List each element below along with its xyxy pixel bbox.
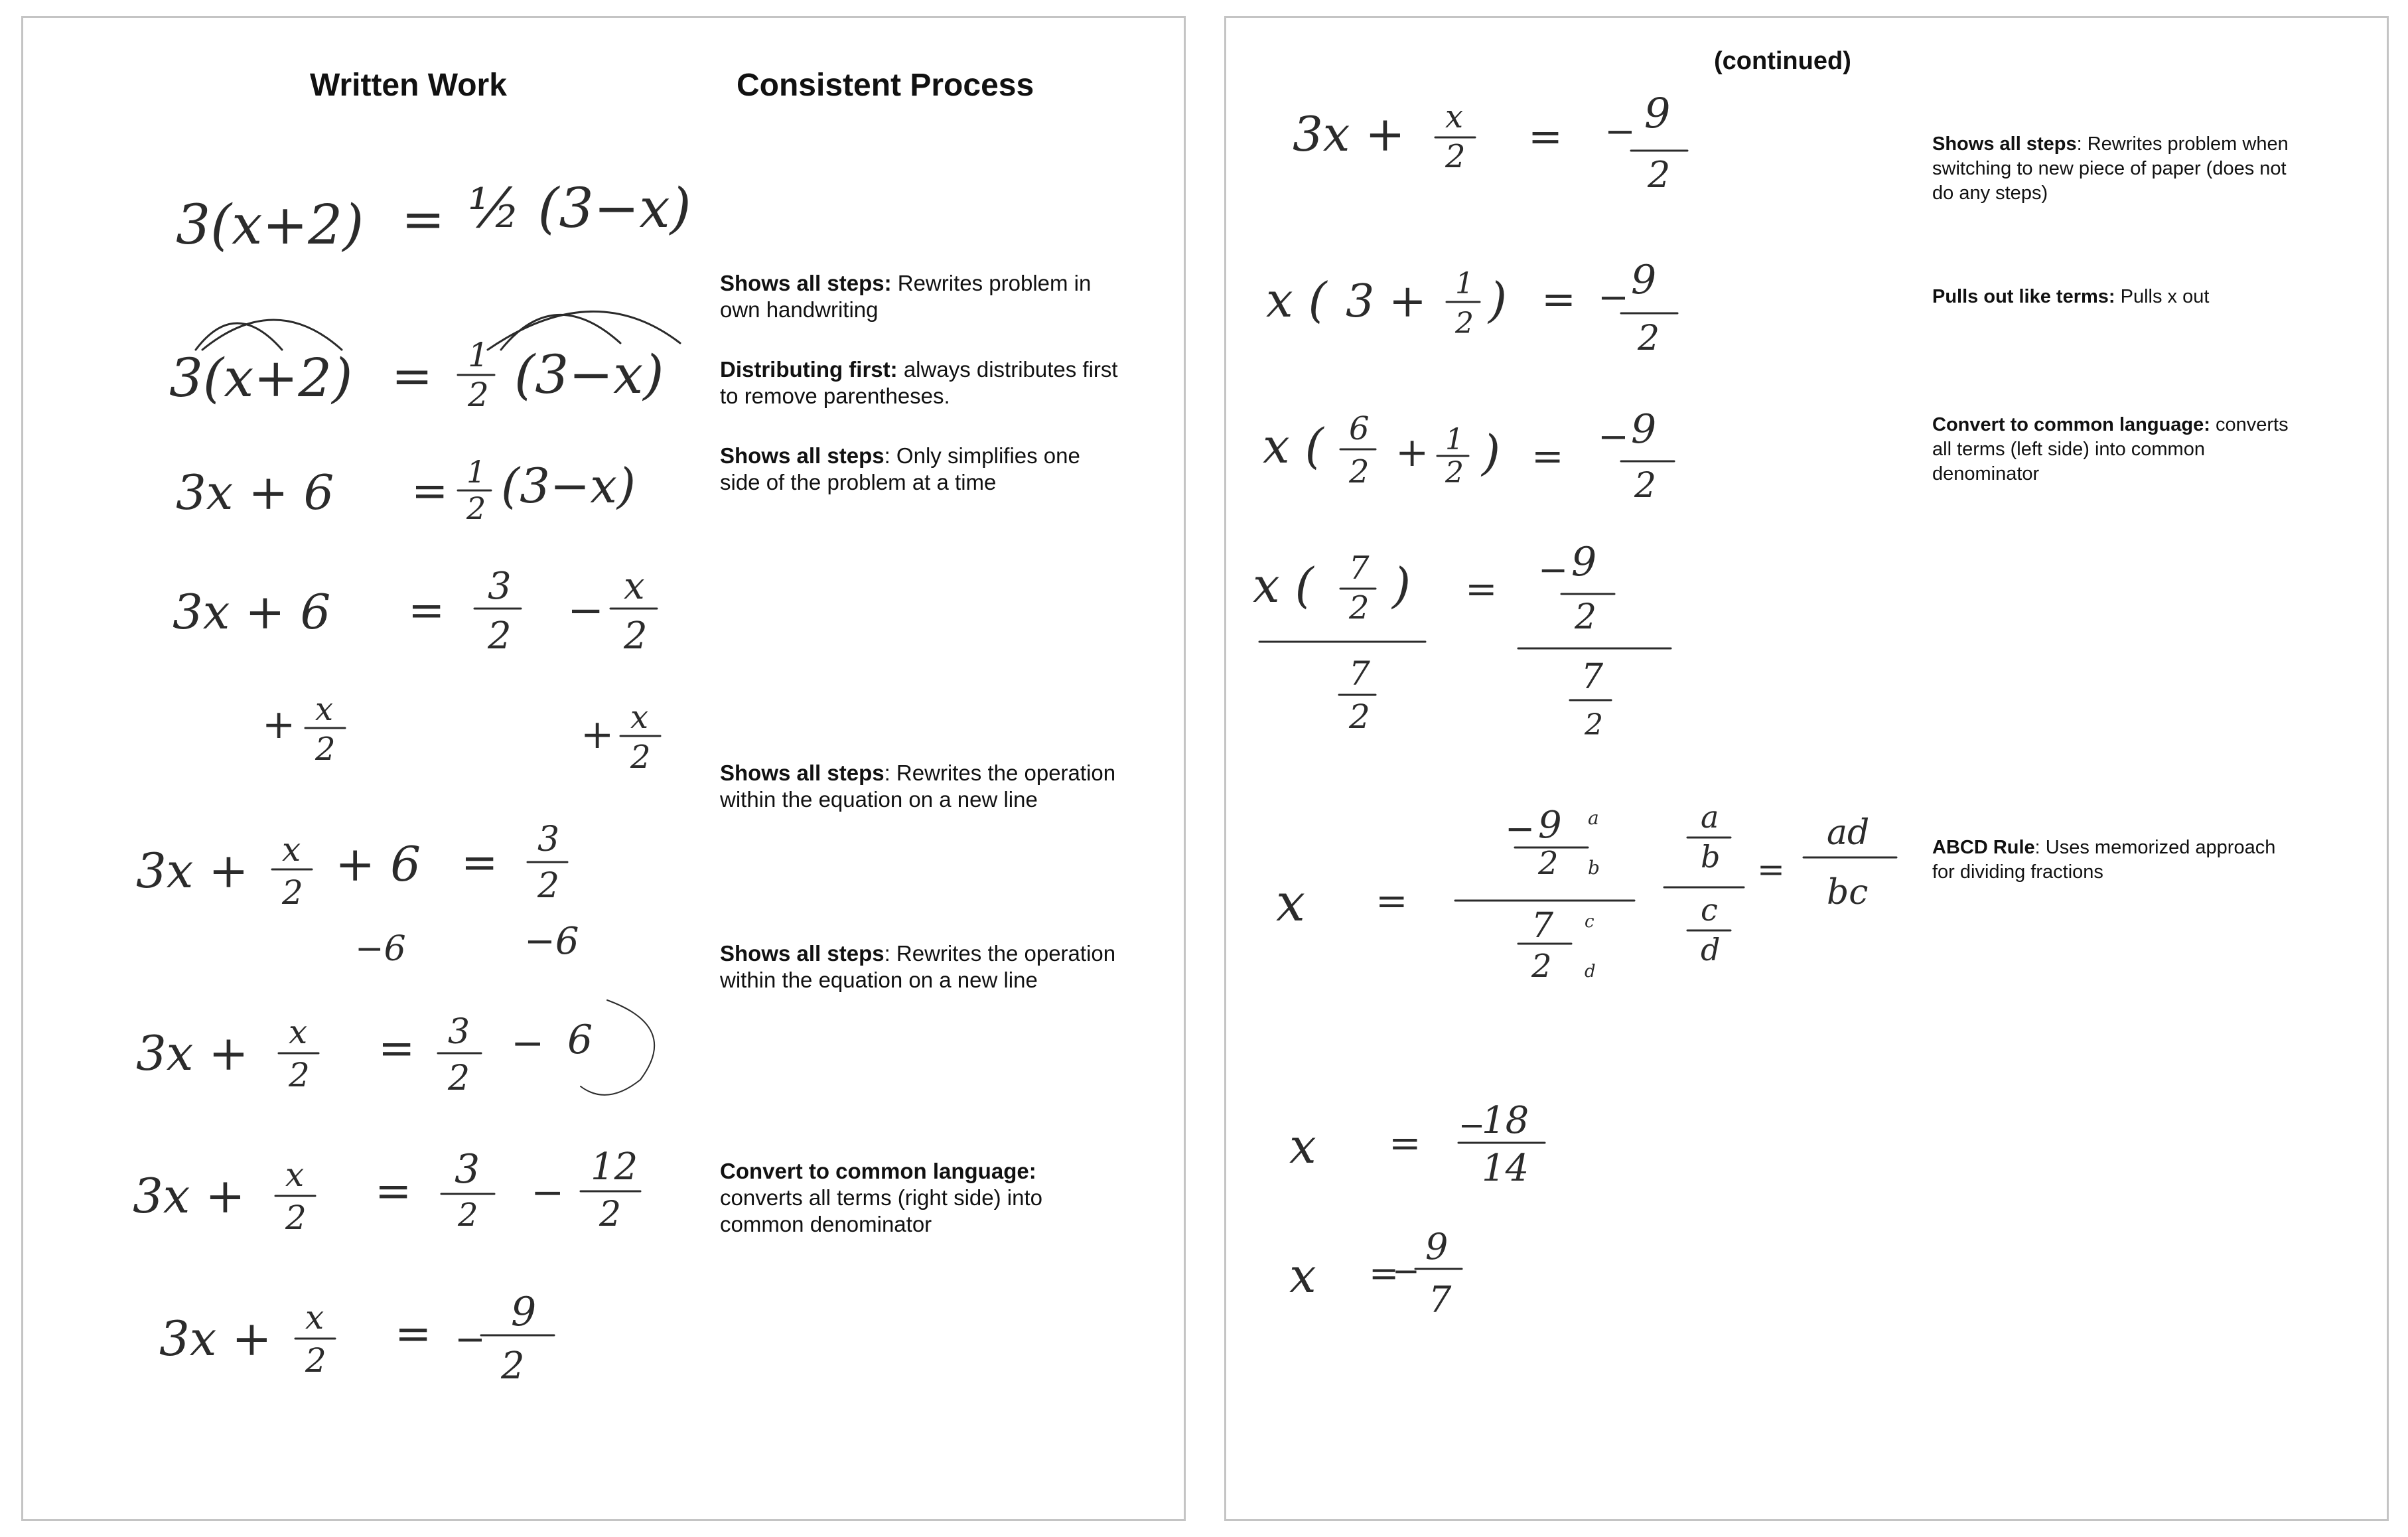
svg-text:=: =: [408, 585, 445, 636]
svg-text:3(x+2): 3(x+2): [169, 347, 353, 409]
svg-text:=: =: [1531, 433, 1564, 478]
svg-text:x: x: [305, 1298, 324, 1337]
note-pulls-out-like-terms: Pulls out like terms: Pulls x out: [1932, 286, 2210, 307]
svg-text:=: =: [1757, 850, 1785, 889]
svg-text:2: 2: [488, 615, 512, 658]
note-abcd-rule: ABCD Rule: Uses memorized approach for dividing fractions: [1932, 837, 2276, 883]
svg-text:−: −: [1598, 276, 1629, 319]
r-step-5: [1276, 799, 1896, 985]
svg-text:bc: bc: [1827, 873, 1869, 913]
svg-text:2: 2: [630, 739, 651, 776]
svg-text:3: 3: [448, 1012, 470, 1052]
svg-text:=: =: [1528, 112, 1563, 161]
svg-text:2: 2: [501, 1345, 525, 1388]
svg-text:x: x: [289, 1013, 308, 1051]
svg-text:½ (3−x): ½ (3−x): [468, 177, 691, 240]
svg-text:2: 2: [1455, 307, 1474, 340]
svg-text:2: 2: [1349, 589, 1370, 626]
svg-text:=: =: [391, 348, 433, 405]
step-10: [159, 1289, 554, 1388]
svg-text:−: −: [567, 585, 604, 636]
svg-text:x: x: [285, 1155, 305, 1194]
svg-text:9: 9: [1631, 406, 1657, 453]
svg-text:c: c: [1701, 892, 1718, 928]
distribution-arrow: [202, 320, 342, 350]
svg-text:x: x: [1289, 1248, 1316, 1303]
svg-text:=: =: [461, 837, 498, 888]
svg-text:=: =: [375, 1165, 412, 1216]
svg-text:9: 9: [511, 1289, 537, 1335]
svg-text:7: 7: [1581, 657, 1604, 697]
r-step-7: [1289, 1226, 1462, 1321]
svg-text:+: +: [1395, 429, 1429, 476]
svg-text:2: 2: [1349, 453, 1370, 490]
step-5: [262, 691, 660, 776]
svg-text:d: d: [1701, 932, 1721, 968]
svg-text:=: =: [1369, 1252, 1399, 1294]
note-rewrites-new-paper: Shows all steps: Rewrites problem when switching to new piece of paper (does not do any steps): [1932, 133, 2289, 204]
svg-text:+: +: [262, 701, 296, 748]
svg-text:1: 1: [468, 336, 489, 374]
svg-text:=: =: [401, 190, 445, 250]
svg-text:3: 3: [488, 565, 512, 608]
svg-text:−: −: [1458, 1107, 1486, 1144]
svg-text:−6: −6: [524, 920, 579, 963]
svg-text:): ): [1482, 425, 1501, 480]
svg-text:x: x: [1445, 98, 1464, 135]
svg-text:+: +: [581, 711, 614, 758]
svg-text:x: x: [1276, 873, 1305, 933]
svg-text:1: 1: [466, 454, 486, 490]
svg-text:=: =: [1389, 1120, 1421, 1165]
note-convert-common-language-right: Convert to common language: converts all terms (right side) into common denominator: [720, 1159, 1042, 1236]
svg-text:7: 7: [1349, 654, 1370, 693]
svg-text:9: 9: [1571, 539, 1597, 585]
svg-text:−: −: [1505, 808, 1535, 849]
r-step-6: [1289, 1099, 1545, 1190]
svg-text:−: −: [1598, 415, 1629, 459]
svg-text:ad: ad: [1827, 813, 1870, 853]
svg-text:2: 2: [1445, 456, 1464, 490]
svg-text:a: a: [1701, 799, 1719, 835]
svg-text:b: b: [1701, 839, 1721, 875]
svg-text:9: 9: [1644, 89, 1671, 137]
svg-text:3x + 6: 3x + 6: [176, 465, 334, 520]
svg-text:x: x: [315, 691, 334, 728]
svg-text:3: 3: [455, 1146, 480, 1193]
svg-text:2: 2: [305, 1341, 326, 1380]
step-9: [133, 1145, 640, 1237]
svg-text:): ): [1488, 272, 1508, 328]
svg-text:=: =: [1541, 275, 1576, 323]
svg-text:12: 12: [591, 1145, 638, 1189]
svg-text:2: 2: [282, 873, 303, 912]
svg-text:(3−x): (3−x): [501, 458, 636, 514]
svg-text:3: 3: [537, 820, 560, 859]
svg-text:=: =: [378, 1023, 415, 1074]
svg-text:2: 2: [1538, 845, 1559, 882]
svg-text:9: 9: [1425, 1226, 1449, 1268]
svg-text:x (: x (: [1253, 557, 1314, 613]
right-handwritten-work: [1226, 18, 2391, 1523]
step-7: [355, 920, 579, 969]
svg-text:=: =: [395, 1308, 432, 1359]
svg-text:2: 2: [1575, 597, 1597, 637]
step-3: [176, 454, 636, 526]
r-step-1: [1293, 89, 1687, 196]
step-4: [173, 565, 657, 658]
svg-text:3 +: 3 +: [1346, 275, 1427, 328]
step-1: [176, 177, 691, 257]
svg-text:−: −: [531, 1169, 565, 1216]
svg-text:2: 2: [1445, 138, 1466, 175]
svg-text:3x +: 3x +: [136, 843, 249, 899]
svg-text:x: x: [630, 699, 649, 736]
svg-text:=: =: [1465, 566, 1498, 611]
svg-text:2: 2: [1349, 697, 1370, 736]
svg-text:3x +: 3x +: [159, 1311, 272, 1366]
svg-text:(3−x): (3−x): [514, 344, 664, 405]
right-worksheet-page: [1224, 16, 2389, 1521]
svg-text:x: x: [282, 830, 301, 869]
note-shows-all-steps-2: Shows all steps: Only simplifies one side of the problem at a time: [720, 443, 1080, 494]
svg-text:x (: x (: [1263, 418, 1324, 474]
svg-text:18: 18: [1482, 1099, 1529, 1142]
svg-text:7: 7: [1531, 906, 1554, 946]
svg-text:3x +: 3x +: [1293, 106, 1405, 162]
svg-text:2: 2: [1638, 319, 1660, 358]
svg-text:−: −: [455, 1318, 486, 1361]
r-step-2: [1266, 257, 1677, 358]
svg-text:2: 2: [448, 1059, 470, 1098]
svg-text:−: −: [1392, 1252, 1420, 1290]
svg-text:x: x: [1289, 1118, 1316, 1174]
svg-text:2: 2: [468, 376, 489, 414]
svg-text:=: =: [411, 465, 449, 516]
svg-text:2: 2: [1634, 466, 1657, 506]
svg-text:2: 2: [285, 1199, 307, 1237]
svg-text:6: 6: [567, 1017, 593, 1063]
svg-text:3x + 6: 3x + 6: [173, 584, 331, 640]
svg-text:7: 7: [1429, 1279, 1452, 1321]
svg-text:14: 14: [1482, 1147, 1529, 1190]
svg-text:2: 2: [624, 615, 648, 658]
svg-text:3x +: 3x +: [136, 1025, 249, 1081]
svg-text:x (: x (: [1266, 272, 1327, 328]
svg-text:2: 2: [458, 1197, 478, 1234]
svg-text:−: −: [1604, 110, 1636, 153]
header-written-work: Written Work: [310, 68, 507, 103]
header-consistent-process: Consistent Process: [737, 68, 1034, 103]
step-2: [169, 311, 680, 414]
header-continued: (continued): [1714, 47, 1851, 75]
svg-text:): ): [1392, 557, 1411, 613]
r-step-4: [1253, 539, 1671, 742]
svg-text:1: 1: [1445, 423, 1464, 457]
svg-text:6: 6: [1349, 410, 1370, 447]
svg-text:x: x: [624, 565, 645, 608]
note-shows-all-steps-4: Shows all steps: Rewrites the operation within the equation on a new line: [720, 941, 1116, 992]
note-shows-all-steps-1: Shows all steps: Rewrites problem in own handwriting: [720, 271, 1092, 322]
svg-text:c: c: [1585, 912, 1594, 932]
svg-text:2: 2: [1531, 948, 1552, 985]
svg-text:2: 2: [599, 1195, 622, 1234]
r-step-3: [1263, 406, 1674, 506]
svg-text:a: a: [1588, 807, 1599, 829]
left-worksheet-page: [21, 16, 1186, 1521]
svg-text:2: 2: [1585, 708, 1603, 742]
svg-text:d: d: [1585, 962, 1596, 982]
svg-text:7: 7: [1349, 549, 1370, 587]
svg-text:3(x+2): 3(x+2): [176, 194, 364, 257]
svg-text:2: 2: [1648, 154, 1671, 196]
note-shows-all-steps-3: Shows all steps: Rewrites the operation within the equation on a new line: [720, 761, 1116, 812]
svg-text:−: −: [1538, 549, 1569, 591]
svg-text:2: 2: [537, 866, 560, 906]
svg-text:b: b: [1588, 857, 1600, 879]
svg-text:9: 9: [1631, 257, 1657, 303]
svg-text:9: 9: [1538, 804, 1562, 847]
svg-text:+ 6: + 6: [335, 836, 421, 892]
svg-text:=: =: [1376, 878, 1408, 923]
svg-text:−6: −6: [355, 929, 406, 969]
svg-text:2: 2: [315, 731, 336, 768]
svg-text:3x +: 3x +: [133, 1168, 246, 1224]
note-convert-common-language-left: Convert to common language: converts all terms (left side) into common denominator: [1932, 414, 2289, 484]
svg-text:−: −: [511, 1020, 545, 1066]
svg-text:2: 2: [466, 490, 486, 526]
svg-text:2: 2: [289, 1056, 310, 1094]
svg-text:1: 1: [1455, 267, 1474, 301]
note-distributing-first: Distributing first: always distributes first to remove parentheses.: [720, 357, 1118, 408]
step-6: [136, 820, 567, 912]
step-8: [136, 1000, 654, 1098]
